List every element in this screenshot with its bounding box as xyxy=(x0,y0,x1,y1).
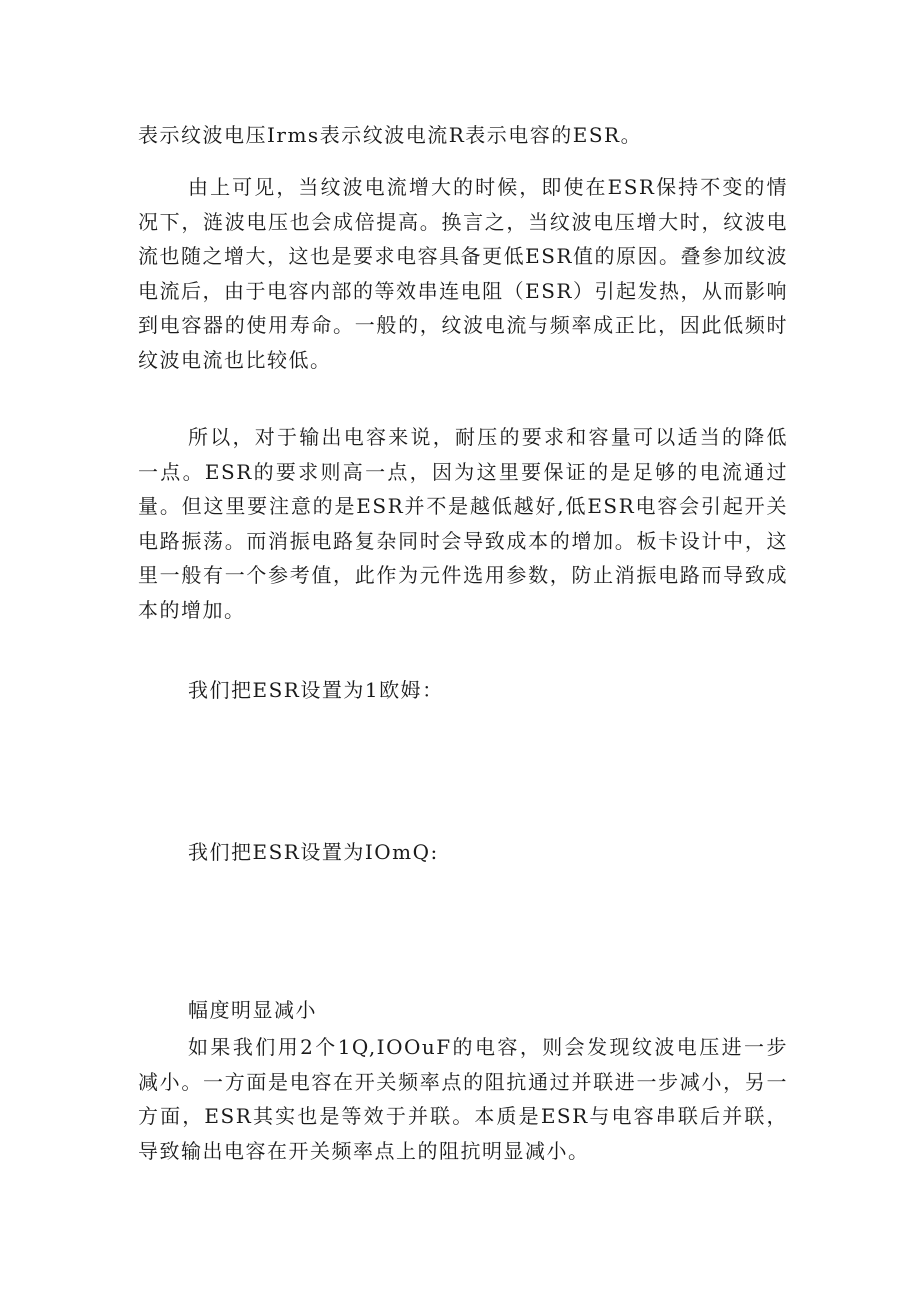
paragraph-parallel-capacitors: 如果我们用2个1Q,IOOuF的电容，则会发现纹波电压进一步减小。一方面是电容在开关频率点的阻抗通过并联进一步减小，另一方面，ESR其实也是等效于并联。本质是ESR与电容串联后并联，导致输出电容在开关频率点上的阻抗明显减小。 xyxy=(138,1035,788,1163)
paragraph-esr-10-mohm: 我们把ESR设置为IOmQ: xyxy=(188,840,439,864)
paragraph-amplitude-reduced: 幅度明显减小 xyxy=(188,998,317,1022)
paragraph-output-capacitor: 所以，对于输出电容来说，耐压的要求和容量可以适当的降低一点。ESR的要求则高一点，因为这里要保证的是足够的电流通过量。但这里要注意的是ESR并不是越低越好,低ESR电容会引起开关电路振荡。而消振电路复杂同时会导致成本的增加。板卡设计中，这里一般有一个参考值，此作为元件选用参数，防止消振电路而导致成本的增加。 xyxy=(138,425,788,622)
figure-placeholder-esr-1-ohm xyxy=(138,712,788,832)
paragraph-ripple-current-esr: 由上可见，当纹波电流增大的时候，即使在ESR保持不变的情况下，涟波电压也会成倍提高。换言之，当纹波电压增大时，纹波电流也随之增大，这也是要求电容具备更低ESR值的原因。叠参加纹波电流后，由于电容内部的等效串连电阻（ESR）引起发热，从而影响到电容器的使用寿命。一般的，纹波电流与频率成正比，因此低频时纹波电流也比较低。 xyxy=(138,175,788,372)
figure-placeholder-esr-10-mohm xyxy=(138,875,788,990)
paragraph-esr-1-ohm: 我们把ESR设置为1欧姆： xyxy=(188,678,444,702)
paragraph-ripple-definition: 表示纹波电压Irms表示纹波电流R表示电容的ESR。 xyxy=(138,123,643,147)
